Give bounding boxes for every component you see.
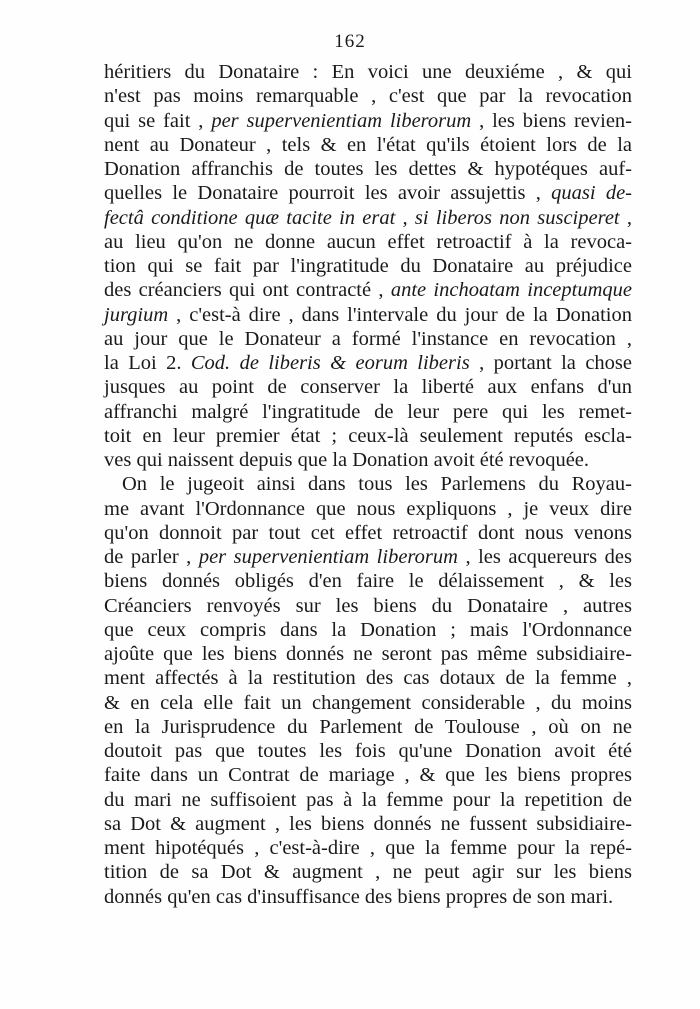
text-line: des créanciers qui ont contracté , ante inchoatam inceptumque: [104, 279, 632, 302]
text-line: & en cela elle fait un changement considerable , du moins: [104, 691, 632, 714]
text-line: affranchi malgré l'ingratitude de leur pere qui les remet-: [104, 400, 632, 423]
page-number: 162: [334, 31, 366, 52]
text-line: qu'on donnoit par tout cet effet retroactif dont nous venons: [104, 521, 632, 544]
text-line: n'est pas moins remarquable , c'est que par la revocation: [104, 85, 632, 108]
latin-phrase: Cod. de liberis & eorum liberis: [190, 352, 470, 374]
text-line: faite dans un Contrat de mariage , & que les biens propres: [104, 764, 632, 787]
text-line: me avant l'Ordonnance que nous expliquons , je veux dire: [104, 497, 632, 520]
text-line: au lieu qu'on ne donne aucun effet retroactif à la revoca-: [104, 230, 632, 253]
latin-phrase: per supervenientiam liberorum: [211, 109, 472, 132]
text-line: la Loi 2. Cod. de liberis & eorum liberis , portant la chose: [104, 352, 632, 374]
text-line: toit en leur premier état ; ceux-là seulement reputés escla-: [104, 424, 632, 447]
text-line: Créanciers renvoyés sur les biens du Donataire , autres: [104, 594, 632, 617]
text-line: doutoit pas que toutes les fois qu'une Donation avoit été: [104, 740, 632, 762]
text-line: au jour que le Donateur a formé l'instance en revocation ,: [104, 327, 632, 350]
text-line: ajoûte que les biens donnés ne seront pas même subsidiaire-: [104, 643, 632, 665]
latin-phrase: jurgium: [104, 303, 169, 326]
text-line: tition de sa Dot & augment , ne peut agir sur les biens: [104, 861, 632, 884]
text-line: héritiers du Donataire : En voici une deuxiéme , & qui: [104, 61, 632, 83]
text-line: donnés qu'en cas d'insuffisance des biens propres de son mari.: [104, 885, 614, 908]
text-line: jusques au point de conserver la liberté aux enfans d'un: [104, 376, 632, 399]
latin-phrase: quasi de-: [551, 182, 632, 205]
text-line: nent au Donateur , tels & en l'état qu'ils étoient lors de la: [104, 133, 632, 156]
text-line: quelles le Donataire pourroit les avoir assujettis , quasi de-: [104, 182, 632, 205]
latin-phrase: per supervenientiam liberorum: [198, 546, 458, 568]
latin-phrase: ante inchoatam inceptumque: [390, 279, 632, 302]
body-text: [104, 60, 632, 909]
paragraph: [104, 60, 632, 472]
text-line: tion qui se fait par l'ingratitude du Donataire au préjudice: [104, 255, 632, 277]
text-line: qui se fait , per supervenientiam liberorum , les biens revien-: [104, 109, 633, 132]
latin-phrase: fectâ conditione quæ tacite in erat , si liberos non susciperet: [104, 206, 620, 229]
text-line: de parler , per supervenientiam liberorum , les acquereurs des: [104, 546, 632, 568]
paragraph: [104, 472, 632, 909]
text-line: que ceux compris dans la Donation ; mais l'Ordonnance: [104, 618, 632, 641]
text-line: ment hipotéqués , c'est-à-dire , que la femme pour la repé-: [104, 837, 632, 859]
text-line: biens donnés obligés d'en faire le délaissement , & les: [104, 570, 632, 593]
text-line: en la Jurisprudence du Parlement de Toulouse , où on ne: [104, 715, 632, 738]
text-line: jurgium , c'est-à dire , dans l'intervale du jour de la Donation: [104, 303, 632, 326]
bottom-margin: [0, 949, 700, 1009]
text-line: On le jugeoit ainsi dans tous les Parlemens du Royau-: [122, 473, 632, 496]
text-line: sa Dot & augment , les biens donnés ne fussent subsidiaire-: [104, 812, 632, 835]
text-line: fectâ conditione quæ tacite in erat , si liberos non susciperet ,: [104, 206, 632, 229]
text-line: ves qui naissent depuis que la Donation avoit été revoquée.: [104, 449, 590, 471]
text-line: ment affectés à la restitution des cas dotaux de la femme ,: [104, 667, 632, 690]
text-line: Donation affranchis de toutes les dettes & hypotéques auf-: [104, 158, 632, 180]
text-line: du mari ne suffisoient pas à la femme pour la repetition de: [104, 788, 632, 811]
